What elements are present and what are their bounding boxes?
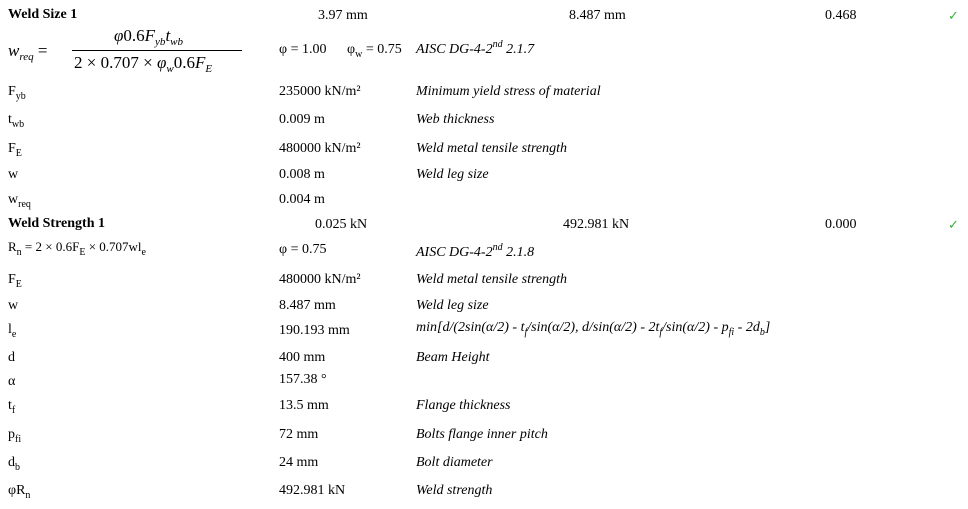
var-d: d — [8, 350, 15, 365]
weld-strength-reference: AISC DG-4-2nd 2.1.8 — [416, 242, 535, 260]
value-fe: 480000 kN/m² — [279, 141, 361, 156]
var-w-2: w — [8, 298, 19, 313]
value-db: 24 mm — [279, 455, 319, 470]
value-fe-2: 480000 kN/m² — [279, 272, 361, 287]
desc-le-formula: $\min[d/(2\sin(\alpha/2) - t_f/\sin(\alpha/2)$, $d/\sin(\alpha/2) - 2t_f/\sin(\alpha/2) - p_{fi} - 2d_b$] — [416, 320, 771, 338]
desc-twb: Web thickness — [416, 112, 495, 127]
weld-size-ratio: 0.468 — [825, 8, 857, 23]
weld-strength-ratio: 0.000 — [825, 217, 857, 232]
value-le: 190.193 mm — [279, 323, 350, 338]
var-db: $d_b$ — [8, 455, 20, 473]
weld-size-pass-check-icon: ✓ — [948, 9, 959, 24]
var-phirn: $\varphi R_n$ — [8, 483, 31, 501]
var-w: w — [8, 167, 19, 182]
desc-fe-2: Weld metal tensile strength — [416, 272, 567, 287]
desc-db: Bolt diameter — [416, 455, 493, 470]
value-tf: 13.5 mm — [279, 398, 329, 413]
value-w: 0.008 m — [279, 167, 325, 182]
value-twb: 0.009 m — [279, 112, 325, 127]
desc-w: Weld leg size — [416, 167, 489, 182]
var-twb: $t_{wb}$ — [8, 112, 25, 130]
weld-size-reference: AISC DG-4-2nd 2.1.7 — [416, 39, 535, 57]
weld-strength-provided-value: 492.981 kN — [563, 217, 630, 232]
weld-strength-required-value: 0.025 kN — [315, 217, 368, 232]
value-alpha: 157.38 ° — [279, 372, 327, 387]
var-fyb: $F_{yb}$ — [8, 84, 26, 102]
weld-size-required-value: 3.97 mm — [318, 8, 368, 23]
var-fe: $F_E$ — [8, 141, 22, 159]
weld-size-title: Weld Size 1 — [8, 7, 78, 22]
value-fyb: 235000 kN/m² — [279, 84, 361, 99]
weld-size-phiw: $\varphi_w = 0.75$ — [347, 42, 402, 60]
desc-fyb: Minimum yield stress of material — [416, 84, 601, 99]
weld-size-provided-value: 8.487 mm — [569, 8, 626, 23]
var-fe-2: $F_E$ — [8, 272, 22, 290]
var-alpha: α — [8, 374, 16, 389]
value-pfi: 72 mm — [279, 427, 319, 442]
desc-tf: Flange thickness — [416, 398, 511, 413]
weld-strength-pass-check-icon: ✓ — [948, 218, 959, 233]
value-w-2: 8.487 mm — [279, 298, 336, 313]
weld-strength-formula: $R_n = 2 \times 0.6F_E \times 0.707wl_e$ — [8, 239, 146, 258]
value-wreq: 0.004 m — [279, 192, 325, 207]
desc-pfi: Bolts flange inner pitch — [416, 427, 548, 442]
weld-strength-title: Weld Strength 1 — [8, 216, 105, 231]
weld-size-formula: $w_{req}$ = $\varphi 0.6F_{yb}t_{wb}$ $2 \times 0.707 \times \varphi_w0.6F_E$ — [8, 26, 244, 74]
desc-d: Beam Height — [416, 350, 490, 365]
weld-strength-phi: φ = 0.75 — [279, 242, 327, 257]
desc-w-2: Weld leg size — [416, 298, 489, 313]
var-tf: $t_f$ — [8, 398, 16, 416]
value-d: 400 mm — [279, 350, 326, 365]
var-pfi: $p_{fi}$ — [8, 427, 22, 445]
var-le: $l_e$ — [8, 322, 17, 340]
value-phirn: 492.981 kN — [279, 483, 346, 498]
desc-fe: Weld metal tensile strength — [416, 141, 567, 156]
desc-phirn: Weld strength — [416, 483, 493, 498]
weld-size-phi: φ = 1.00 — [279, 42, 327, 57]
var-wreq: $w_{req}$ — [8, 192, 31, 210]
